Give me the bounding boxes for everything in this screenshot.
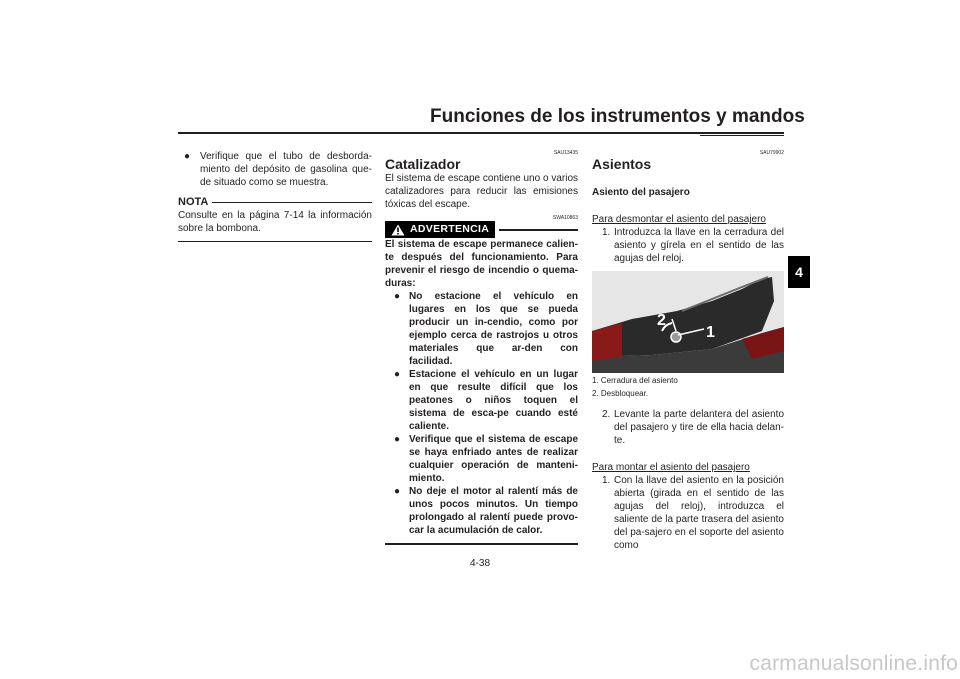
install-heading: Para montar el asiento del pasajero (592, 462, 750, 473)
watermark: carmanualsonline.info (749, 652, 958, 675)
bullet-icon: ● (394, 291, 401, 302)
column-right (592, 150, 784, 552)
step-text: Con la llave del asiento en la posición abierta (girada en el sentido de las agujas del reloj), introduzca el saliente de la parte trasera del asiento del pa-sajero en el soporte del asiento como (614, 475, 784, 551)
warning-bullet-text: No deje el motor al ralentí más de unos pocos minutos. Un tiempo prolongado al ralentí puede provo-car la acumulación de calor. (409, 486, 578, 536)
warning-bullet (385, 290, 578, 368)
remove-heading: Para desmontar el asiento del pasajero (592, 214, 766, 225)
section-title-asientos: Asientos (592, 156, 652, 172)
subsection-title: Asiento del pasajero (592, 187, 690, 198)
nota-text: Consulte en la página 7-14 la información sobre la bombona. (178, 210, 372, 234)
bullet-icon: ● (184, 151, 191, 162)
step-item (592, 474, 784, 552)
header-rule (178, 132, 784, 134)
warning-text: El sistema de escape permanece calien-te después del funcionamiento. Para prevenir el riesgo de incendio o quema-duras: (385, 239, 578, 289)
warning-rule (499, 229, 578, 231)
nota-heading (178, 196, 372, 209)
page-header-title: Funciones de los instrumentos y mandos (430, 106, 805, 127)
nota-rule (212, 202, 372, 203)
chapter-tab: 4 (788, 256, 810, 288)
section-code: SAU13435 (553, 150, 578, 156)
page-number: 4-38 (469, 558, 490, 569)
column-left (178, 150, 372, 242)
nota-label: NOTA (178, 196, 209, 208)
step-text: Introduzca la llave en la cerradura del asiento y gírela en el sentido de las agujas del reloj. (614, 227, 784, 264)
warning-icon (391, 224, 405, 236)
warning-bullet (385, 433, 578, 485)
warning-badge (385, 221, 495, 238)
warning-bullet-text: Estacione el vehículo en un lugar en que resulte difícil que los peatones o niños toquen el sistema de esca-pe cuando esté caliente. (409, 369, 578, 432)
callout-label: 1 (706, 324, 715, 341)
step-number: 2. (602, 409, 611, 420)
warning-bullet-text: No estacione el vehículo en lugares en los que se pueda producir un in-cendio, como por ejemplo cerca de rastrojos u otros materiales que ar-den con facilidad. (409, 291, 578, 367)
section-code: SAU79902 (759, 150, 784, 156)
warning-heading (385, 221, 578, 238)
step-item (592, 408, 784, 447)
list-item (178, 150, 372, 189)
warning-bullet-text: Verifique que el sistema de escape se haya enfriado antes de realizar cualquier operación de manteni-miento. (409, 434, 578, 484)
catalizador-intro: El sistema de escape contiene uno o varios catalizadores para reducir las emisiones tóxicas del escape. (385, 173, 578, 210)
step-number: 1. (602, 475, 611, 486)
bullet-icon: ● (394, 434, 401, 445)
caption: 2. Desbloquear. (592, 389, 649, 398)
step-text: Levante la parte delantera del asiento del pasajero y tire de ella hacia delan-te. (614, 409, 784, 446)
column-middle (385, 150, 578, 545)
callout-label: 2 (657, 312, 666, 329)
section-title-catalizador: Catalizador (385, 156, 461, 172)
warning-bullet (385, 368, 578, 433)
bullet-icon: ● (394, 486, 401, 497)
warning-end-rule (385, 543, 578, 545)
step-item (592, 226, 784, 265)
nota-end-rule (178, 241, 372, 242)
bullet-icon: ● (394, 369, 401, 380)
warning-code: SWA10863 (552, 215, 578, 221)
bullet-text: Verifique que el tubo de desborda-miento del depósito de gasolina que-de situado como se muestra. (200, 151, 372, 188)
caption: 1. Cerradura del asiento (592, 376, 678, 385)
seat-photo (592, 271, 784, 373)
header-rule-secondary (700, 135, 784, 136)
warning-bullet (385, 485, 578, 537)
seat-illustration (592, 271, 784, 373)
warning-label: ADVERTENCIA (410, 223, 490, 235)
step-number: 1. (602, 227, 611, 238)
